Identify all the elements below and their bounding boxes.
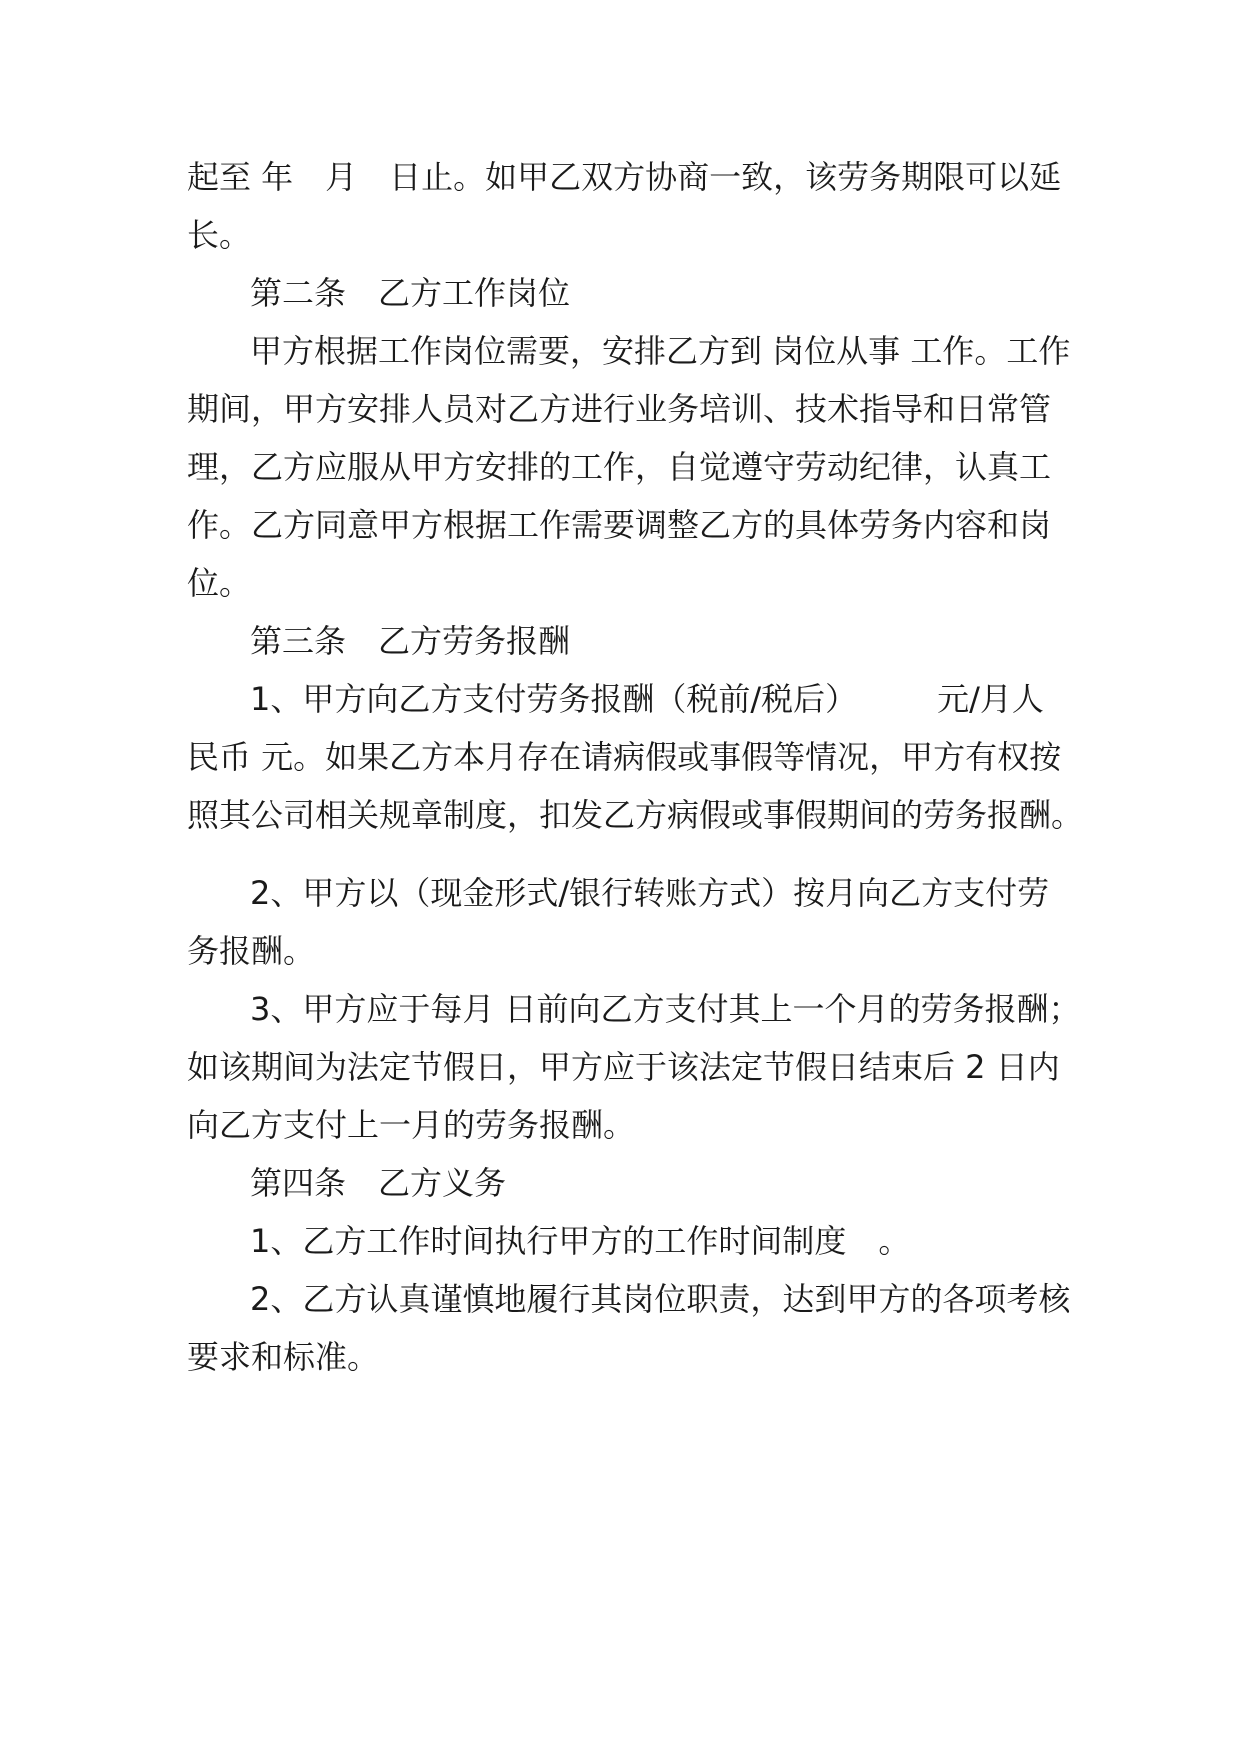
- section-heading-article-4: 第四条 乙方义务: [250, 1164, 507, 1202]
- body-text-line: 甲方根据工作岗位需要，安排乙方到 岗位从事 工作。工作: [250, 332, 1071, 370]
- body-text-line: 要求和标准。: [187, 1338, 380, 1376]
- body-text-line: 3、甲方应于每月 日前向乙方支付其上一个月的劳务报酬；: [250, 990, 1081, 1028]
- body-text-line: 作。乙方同意甲方根据工作需要调整乙方的具体劳务内容和岗: [187, 506, 1052, 544]
- body-text-line: 照其公司相关规章制度，扣发乙方病假或事假期间的劳务报酬。: [187, 796, 1084, 834]
- body-text-line: 期间，甲方安排人员对乙方进行业务培训、技术指导和日常管: [187, 390, 1052, 428]
- body-text-line: 1、甲方向乙方支付劳务报酬（税前/税后） 元/月人: [250, 680, 1044, 718]
- body-text-line: 2、乙方认真谨慎地履行其岗位职责，达到甲方的各项考核: [250, 1280, 1071, 1318]
- section-heading-article-3: 第三条 乙方劳务报酬: [250, 622, 571, 660]
- body-text-line: 长。: [187, 216, 252, 254]
- body-text-line: 务报酬。: [187, 932, 316, 970]
- body-text-line: 2、甲方以（现金形式/银行转账方式）按月向乙方支付劳: [250, 874, 1050, 912]
- body-text-line: 起至 年 月 日止。如甲乙双方协商一致，该劳务期限可以延: [187, 158, 1062, 196]
- section-heading-article-2: 第二条 乙方工作岗位: [250, 274, 571, 312]
- body-text-line: 理，乙方应服从甲方安排的工作，自觉遵守劳动纪律，认真工: [187, 448, 1052, 486]
- body-text-line: 位。: [187, 564, 252, 602]
- body-text-line: 1、乙方工作时间执行甲方的工作时间制度 。: [250, 1222, 911, 1260]
- body-text-line: 向乙方支付上一月的劳务报酬。: [187, 1106, 636, 1144]
- body-text-line: 民币 元。如果乙方本月存在请病假或事假等情况，甲方有权按: [187, 738, 1062, 776]
- body-text-line: 如该期间为法定节假日，甲方应于该法定节假日结束后 2 日内: [187, 1048, 1060, 1086]
